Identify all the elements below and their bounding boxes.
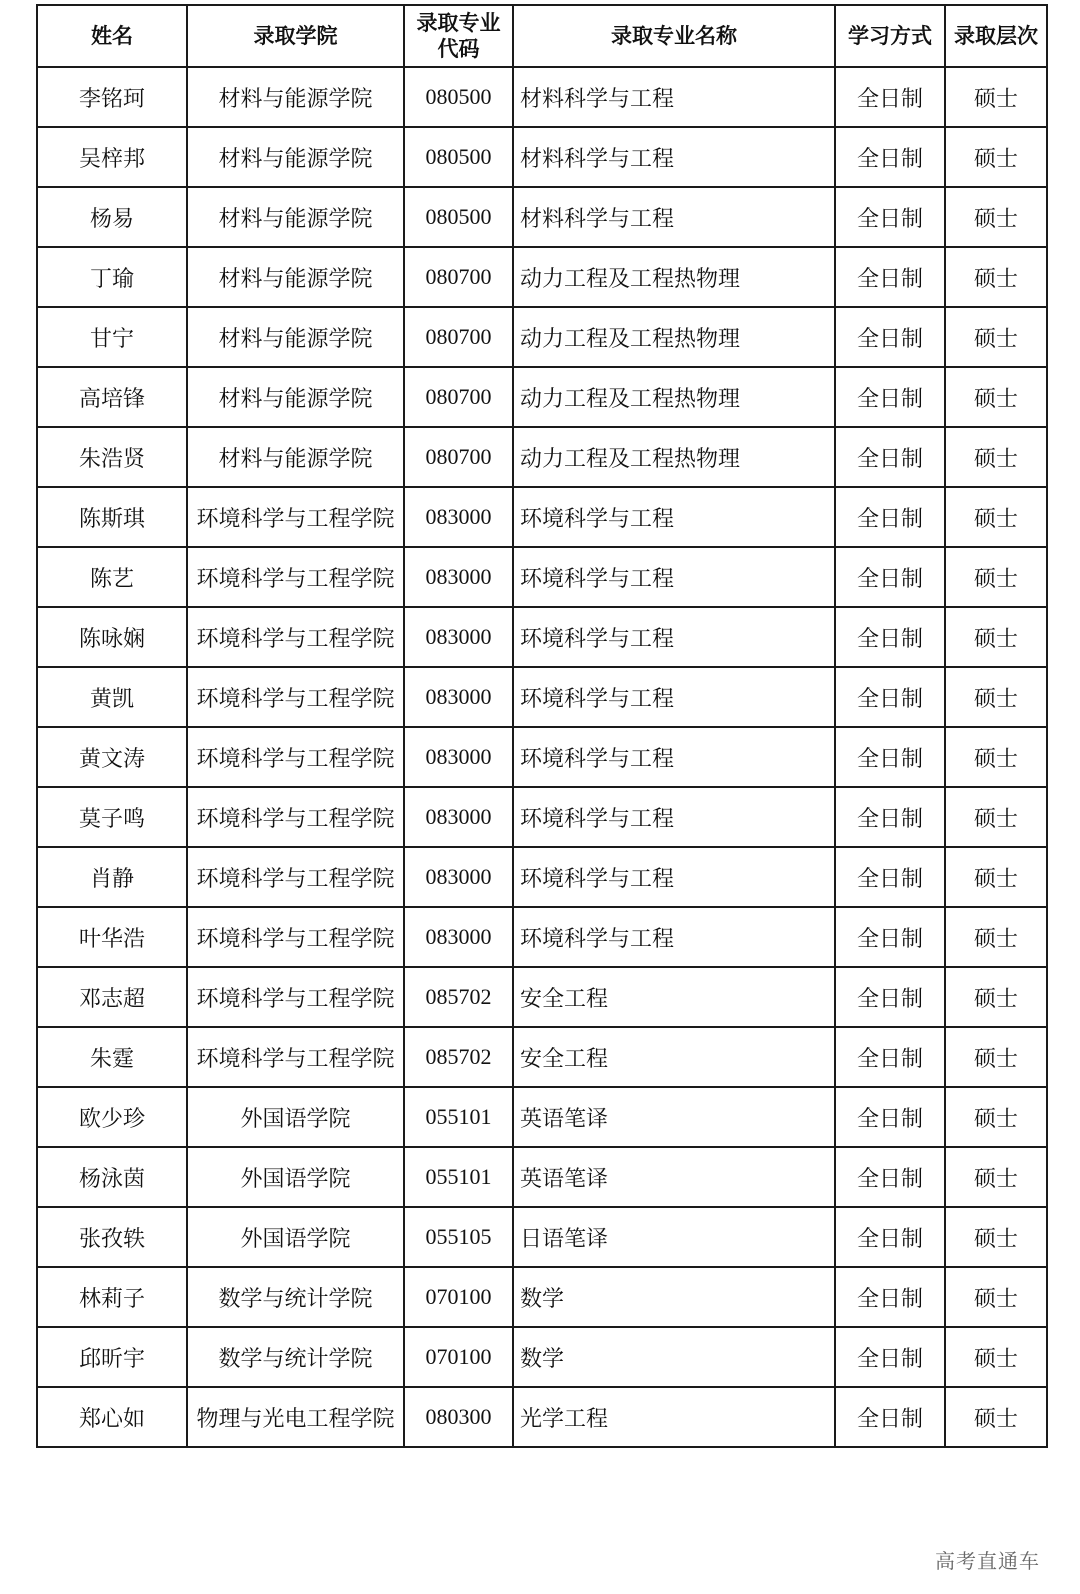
table-row	[37, 67, 1047, 127]
cell-school: 环境科学与工程学院	[187, 727, 404, 787]
cell-degree-level: 硕士	[945, 427, 1047, 487]
cell-school: 数学与统计学院	[187, 1327, 404, 1387]
cell-major-name: 安全工程	[513, 1027, 835, 1087]
cell-major-name: 动力工程及工程热物理	[513, 367, 835, 427]
cell-study-mode: 全日制	[835, 1087, 945, 1147]
cell-degree-level: 硕士	[945, 847, 1047, 907]
cell-student-name: 朱浩贤	[37, 427, 187, 487]
cell-student-name: 肖静	[37, 847, 187, 907]
table-row	[37, 1327, 1047, 1387]
cell-school: 外国语学院	[187, 1087, 404, 1147]
cell-degree-level: 硕士	[945, 247, 1047, 307]
cell-major-code: 083000	[404, 727, 513, 787]
cell-degree-level: 硕士	[945, 307, 1047, 367]
cell-study-mode: 全日制	[835, 667, 945, 727]
cell-student-name: 黄文涛	[37, 727, 187, 787]
cell-student-name: 高培锋	[37, 367, 187, 427]
table-row	[37, 967, 1047, 1027]
cell-study-mode: 全日制	[835, 427, 945, 487]
header-major-code-line1: 录取专业	[416, 11, 501, 35]
cell-major-name: 环境科学与工程	[513, 487, 835, 547]
cell-major-name: 安全工程	[513, 967, 835, 1027]
cell-major-code: 083000	[404, 847, 513, 907]
table-row	[37, 667, 1047, 727]
cell-school: 环境科学与工程学院	[187, 787, 404, 847]
cell-student-name: 郑心如	[37, 1387, 187, 1447]
cell-degree-level: 硕士	[945, 727, 1047, 787]
cell-study-mode: 全日制	[835, 1207, 945, 1267]
cell-degree-level: 硕士	[945, 547, 1047, 607]
table-body	[37, 67, 1047, 1447]
cell-major-name: 动力工程及工程热物理	[513, 427, 835, 487]
table-row	[37, 787, 1047, 847]
cell-school: 环境科学与工程学院	[187, 907, 404, 967]
cell-degree-level: 硕士	[945, 1027, 1047, 1087]
header-name: 姓名	[37, 5, 187, 67]
cell-study-mode: 全日制	[835, 727, 945, 787]
cell-major-code: 083000	[404, 547, 513, 607]
table-row	[37, 1387, 1047, 1447]
table-row	[37, 487, 1047, 547]
cell-school: 环境科学与工程学院	[187, 667, 404, 727]
table-row	[37, 247, 1047, 307]
cell-major-name: 数学	[513, 1327, 835, 1387]
cell-major-code: 080700	[404, 367, 513, 427]
cell-student-name: 杨易	[37, 187, 187, 247]
table-row	[37, 187, 1047, 247]
cell-degree-level: 硕士	[945, 487, 1047, 547]
cell-major-name: 材料科学与工程	[513, 67, 835, 127]
cell-student-name: 丁瑜	[37, 247, 187, 307]
cell-student-name: 林莉子	[37, 1267, 187, 1327]
cell-school: 环境科学与工程学院	[187, 607, 404, 667]
table-row	[37, 907, 1047, 967]
cell-degree-level: 硕士	[945, 1207, 1047, 1267]
cell-study-mode: 全日制	[835, 547, 945, 607]
cell-school: 材料与能源学院	[187, 247, 404, 307]
cell-study-mode: 全日制	[835, 1147, 945, 1207]
cell-study-mode: 全日制	[835, 787, 945, 847]
cell-major-name: 英语笔译	[513, 1147, 835, 1207]
cell-major-name: 环境科学与工程	[513, 607, 835, 667]
cell-student-name: 莫子鸣	[37, 787, 187, 847]
cell-school: 环境科学与工程学院	[187, 967, 404, 1027]
table-row	[37, 607, 1047, 667]
table-row	[37, 367, 1047, 427]
cell-major-code: 083000	[404, 487, 513, 547]
cell-major-name: 环境科学与工程	[513, 667, 835, 727]
header-major-name: 录取专业名称	[513, 5, 835, 67]
cell-major-code: 080700	[404, 427, 513, 487]
cell-major-name: 材料科学与工程	[513, 187, 835, 247]
cell-degree-level: 硕士	[945, 1087, 1047, 1147]
cell-school: 材料与能源学院	[187, 67, 404, 127]
table-row	[37, 547, 1047, 607]
cell-study-mode: 全日制	[835, 307, 945, 367]
cell-school: 物理与光电工程学院	[187, 1387, 404, 1447]
header-school: 录取学院	[187, 5, 404, 67]
cell-major-name: 环境科学与工程	[513, 787, 835, 847]
cell-major-code: 070100	[404, 1267, 513, 1327]
table-row	[37, 127, 1047, 187]
cell-major-name: 环境科学与工程	[513, 727, 835, 787]
cell-major-name: 英语笔译	[513, 1087, 835, 1147]
cell-study-mode: 全日制	[835, 67, 945, 127]
cell-school: 材料与能源学院	[187, 427, 404, 487]
cell-student-name: 欧少珍	[37, 1087, 187, 1147]
cell-degree-level: 硕士	[945, 607, 1047, 667]
cell-degree-level: 硕士	[945, 787, 1047, 847]
cell-degree-level: 硕士	[945, 967, 1047, 1027]
table-row	[37, 727, 1047, 787]
cell-school: 数学与统计学院	[187, 1267, 404, 1327]
cell-school: 材料与能源学院	[187, 127, 404, 187]
admission-table	[36, 4, 1048, 1448]
cell-school: 外国语学院	[187, 1147, 404, 1207]
cell-major-name: 光学工程	[513, 1387, 835, 1447]
cell-degree-level: 硕士	[945, 367, 1047, 427]
cell-major-code: 080500	[404, 67, 513, 127]
table-row	[37, 307, 1047, 367]
cell-study-mode: 全日制	[835, 367, 945, 427]
cell-degree-level: 硕士	[945, 1267, 1047, 1327]
cell-major-code: 055101	[404, 1147, 513, 1207]
cell-study-mode: 全日制	[835, 1327, 945, 1387]
cell-major-name: 日语笔译	[513, 1207, 835, 1267]
cell-major-name: 数学	[513, 1267, 835, 1327]
cell-major-name: 动力工程及工程热物理	[513, 307, 835, 367]
cell-student-name: 叶华浩	[37, 907, 187, 967]
cell-school: 环境科学与工程学院	[187, 487, 404, 547]
header-degree-level: 录取层次	[945, 5, 1047, 67]
cell-study-mode: 全日制	[835, 607, 945, 667]
cell-student-name: 张孜轶	[37, 1207, 187, 1267]
cell-student-name: 李铭珂	[37, 67, 187, 127]
cell-degree-level: 硕士	[945, 1327, 1047, 1387]
cell-major-code: 080500	[404, 187, 513, 247]
cell-student-name: 吴梓邦	[37, 127, 187, 187]
cell-degree-level: 硕士	[945, 667, 1047, 727]
cell-major-name: 环境科学与工程	[513, 547, 835, 607]
cell-student-name: 陈艺	[37, 547, 187, 607]
cell-school: 材料与能源学院	[187, 187, 404, 247]
table-header	[37, 5, 1047, 67]
cell-study-mode: 全日制	[835, 187, 945, 247]
cell-study-mode: 全日制	[835, 907, 945, 967]
cell-study-mode: 全日制	[835, 847, 945, 907]
cell-study-mode: 全日制	[835, 1267, 945, 1327]
cell-major-code: 085702	[404, 967, 513, 1027]
cell-major-code: 085702	[404, 1027, 513, 1087]
cell-school: 环境科学与工程学院	[187, 847, 404, 907]
cell-major-code: 083000	[404, 667, 513, 727]
cell-major-code: 070100	[404, 1327, 513, 1387]
table-row	[37, 427, 1047, 487]
cell-major-code: 080700	[404, 307, 513, 367]
cell-school: 外国语学院	[187, 1207, 404, 1267]
cell-study-mode: 全日制	[835, 487, 945, 547]
cell-major-code: 080300	[404, 1387, 513, 1447]
cell-degree-level: 硕士	[945, 187, 1047, 247]
cell-major-name: 环境科学与工程	[513, 907, 835, 967]
cell-study-mode: 全日制	[835, 247, 945, 307]
header-study-mode: 学习方式	[835, 5, 945, 67]
table-row	[37, 1147, 1047, 1207]
cell-major-name: 环境科学与工程	[513, 847, 835, 907]
admission-list-sheet	[36, 4, 1046, 1448]
cell-degree-level: 硕士	[945, 1387, 1047, 1447]
cell-degree-level: 硕士	[945, 907, 1047, 967]
cell-degree-level: 硕士	[945, 67, 1047, 127]
table-row	[37, 1267, 1047, 1327]
header-row	[37, 5, 1047, 67]
cell-major-code: 055105	[404, 1207, 513, 1267]
watermark-text: 高考直通车	[935, 1549, 1040, 1573]
cell-major-code: 080500	[404, 127, 513, 187]
cell-major-name: 动力工程及工程热物理	[513, 247, 835, 307]
cell-major-code: 083000	[404, 787, 513, 847]
cell-major-code: 083000	[404, 607, 513, 667]
cell-student-name: 邱昕宇	[37, 1327, 187, 1387]
cell-student-name: 甘宁	[37, 307, 187, 367]
cell-school: 环境科学与工程学院	[187, 1027, 404, 1087]
cell-study-mode: 全日制	[835, 967, 945, 1027]
cell-student-name: 邓志超	[37, 967, 187, 1027]
cell-study-mode: 全日制	[835, 127, 945, 187]
cell-school: 环境科学与工程学院	[187, 547, 404, 607]
cell-major-code: 080700	[404, 247, 513, 307]
cell-school: 材料与能源学院	[187, 367, 404, 427]
table-row	[37, 1087, 1047, 1147]
header-major-code	[404, 5, 513, 67]
cell-student-name: 朱霆	[37, 1027, 187, 1087]
cell-student-name: 黄凯	[37, 667, 187, 727]
header-major-code-line2: 代码	[437, 37, 480, 61]
cell-student-name: 陈斯琪	[37, 487, 187, 547]
cell-degree-level: 硕士	[945, 127, 1047, 187]
cell-degree-level: 硕士	[945, 1147, 1047, 1207]
cell-student-name: 陈咏娴	[37, 607, 187, 667]
cell-study-mode: 全日制	[835, 1387, 945, 1447]
cell-major-name: 材料科学与工程	[513, 127, 835, 187]
cell-student-name: 杨泳茵	[37, 1147, 187, 1207]
cell-school: 材料与能源学院	[187, 307, 404, 367]
table-row	[37, 1027, 1047, 1087]
cell-major-code: 055101	[404, 1087, 513, 1147]
table-row	[37, 847, 1047, 907]
cell-study-mode: 全日制	[835, 1027, 945, 1087]
cell-major-code: 083000	[404, 907, 513, 967]
table-row	[37, 1207, 1047, 1267]
